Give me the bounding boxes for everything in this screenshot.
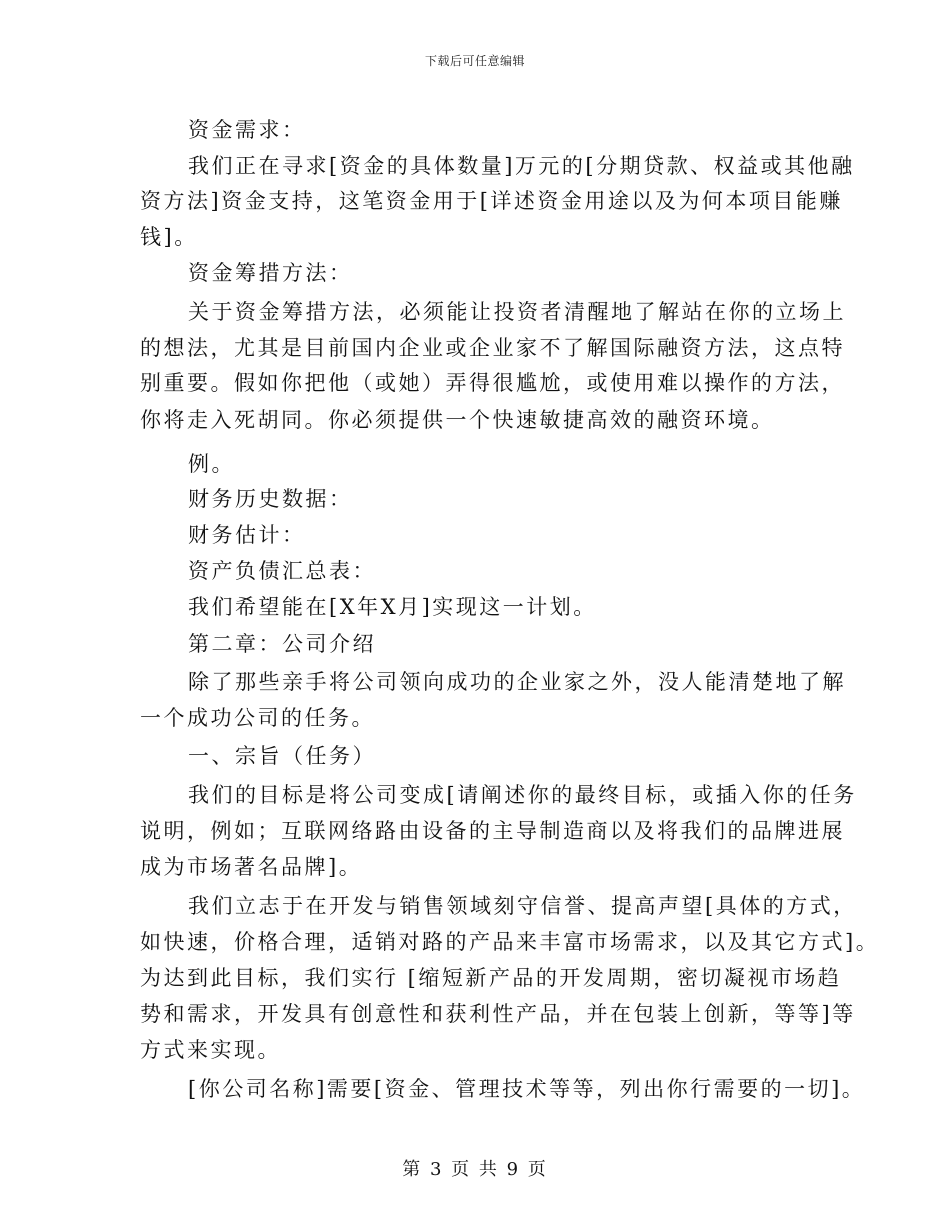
page-header: 下载后可任意编辑	[424, 54, 525, 68]
text-line: 财务历史数据：	[188, 487, 353, 511]
text-line: 我们的目标是将公司变成[请阐述你的最终目标，或插入你的任务	[188, 783, 857, 807]
text-line: 我们希望能在[X年X月]实现这一计划。	[188, 595, 597, 619]
text-line: 财务估计：	[188, 523, 306, 547]
text-line: 例。	[188, 452, 235, 476]
text-line: 方式来实现。	[140, 1038, 281, 1062]
text-line: 的想法，尤其是目前国内企业或企业家不了解国际融资方法，这点特	[140, 336, 845, 360]
page-number: 第 3 页 共 9 页	[402, 1159, 548, 1180]
text-line: 一个成功公司的任务。	[140, 706, 375, 730]
text-line: 如快速，价格合理，适销对路的产品来丰富市场需求，以及其它方式]。	[140, 930, 880, 954]
text-line: 成为市场著名品牌]。	[140, 855, 363, 879]
text-line: 资产负债汇总表：	[188, 559, 376, 583]
text-line: 说明，例如；互联网络路由设备的主导制造商以及将我们的品牌进展	[140, 819, 845, 843]
text-line: 资金筹措方法：	[188, 261, 353, 285]
text-line: 为达到此目标，我们实行 [缩短新产品的开发周期，密切凝视市场趋	[140, 966, 842, 990]
text-line: 别重要。假如你把他（或她）弄得很尴尬，或使用难以操作的方法，	[140, 371, 845, 395]
text-line: [你公司名称]需要[资金、管理技术等等，列出你行需要的一切]。	[188, 1077, 866, 1101]
text-line: 资金需求：	[188, 118, 306, 142]
subsection-heading: 一、宗旨（任务）	[188, 744, 376, 768]
text-line: 资方法]资金支持，这笔资金用于[详述资金用途以及为何本项目能赚	[140, 189, 843, 213]
text-line: 我们立志于在开发与销售领域刻守信誉、提高声望[具体的方式，	[188, 894, 857, 918]
section-heading: 第二章：公司介绍	[188, 632, 376, 656]
text-line: 关于资金筹措方法，必须能让投资者清醒地了解站在你的立场上	[188, 300, 846, 324]
text-line: 我们正在寻求[资金的具体数量]万元的[分期贷款、权益或其他融	[188, 154, 855, 178]
text-line: 你将走入死胡同。你必须提供一个快速敏捷高效的融资环境。	[140, 408, 775, 432]
text-line: 除了那些亲手将公司领向成功的企业家之外，没人能清楚地了解	[188, 670, 846, 694]
text-line: 势和需求，开发具有创意性和获利性产品，并在包装上创新，等等]等	[140, 1002, 856, 1026]
text-line: 钱]。	[140, 225, 198, 249]
